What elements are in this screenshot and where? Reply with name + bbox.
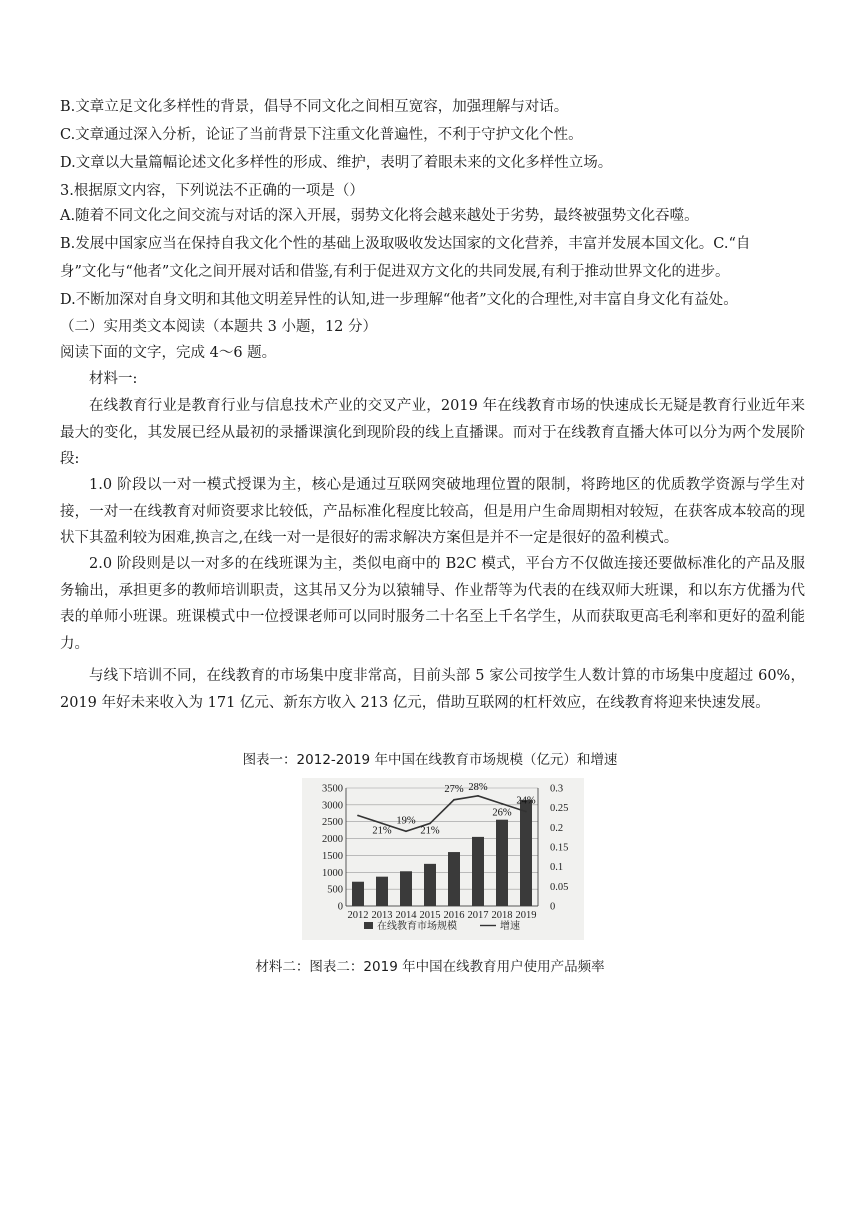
- bar-2017: [472, 837, 484, 906]
- question-3-option-b-line1: B.发展中国家应当在保持自我文化个性的基础上汲取吸收发达国家的文化营养，丰富并发展本国文化。C.“自: [60, 236, 751, 252]
- bar-2014: [400, 871, 412, 906]
- growth-data-label: 27%: [444, 783, 464, 795]
- x-tick-label: 2017: [467, 910, 489, 921]
- x-tick-label: 2016: [443, 910, 465, 921]
- chart2-caption: 材料二：图表二：2019 年中国在线教育用户使用产品频率: [255, 959, 605, 975]
- question-3-stem: 3.根据原文内容，下列说法不正确的一项是（）: [60, 183, 364, 199]
- option-c: C.文章通过深入分析，论证了当前背景下注重文化普遍性，不利于守护文化个性。: [60, 127, 583, 143]
- x-tick-label: 2014: [395, 910, 417, 921]
- growth-point-2013: [381, 823, 383, 825]
- y-right-tick-label: 0: [550, 901, 556, 913]
- y-left-tick-label: 500: [327, 884, 343, 896]
- x-tick-label: 2019: [515, 910, 537, 921]
- y-left-tick-label: 0: [337, 901, 343, 913]
- question-3-option-d: D.不断加深对自身文明和其他文明差异性的认知,进一步理解“他者”文化的合理性,对丰富自身文化有益处。: [60, 292, 738, 308]
- bar-2016: [448, 852, 460, 906]
- section-heading: （二）实用类文本阅读（本题共 3 小题，12 分）: [60, 319, 378, 335]
- growth-data-label: 26%: [492, 807, 512, 819]
- bar-2015: [424, 864, 436, 906]
- chart1-caption: 图表一：2012-2019 年中国在线教育市场规模（亿元）和增速: [242, 752, 618, 768]
- material1-paragraph-1: 在线教育行业是教育行业与信息技术产业的交叉产业，2019 年在线教育市场的快速成长无疑是教育行业近年来最大的变化，其发展已经从最初的录播课演化到现阶段的线上直播课。而对于在线教育直播大体可以分为两个发展阶段:: [60, 398, 805, 467]
- legend-bar-label: 在线教育市场规模: [377, 921, 457, 932]
- growth-point-2016: [453, 799, 455, 801]
- y-left-tick-label: 1000: [322, 867, 343, 879]
- bar-2019: [520, 800, 532, 906]
- material1-paragraph-3: 2.0 阶段则是以一对多的在线班课为主，类似电商中的 B2C 模式，平台方不仅做连接还要做标准化的产品及服务输出，承担更多的教师培训职责，这其吊又分为以猿辅导、作业帮等为代表的在线双师大班课，和以东方优播为代表的单师小班课。班课模式中一位授课老师可以同时服务二十名至上千名学生，从而获取更高毛利率和更好的盈利能力。: [60, 556, 805, 652]
- bar-2012: [352, 882, 364, 906]
- y-right-tick-label: 0.05: [550, 881, 569, 893]
- option-b: B.文章立足文化多样性的背景，倡导不同文化之间相互宽容，加强理解与对话。: [60, 99, 569, 115]
- y-left-tick-label: 2000: [322, 834, 343, 846]
- market-size-chart-svg: [302, 778, 584, 940]
- option-d: D.文章以大量篇幅论述文化多样性的形成、维护，表明了着眼未来的文化多样性立场。: [60, 155, 613, 171]
- material1-label: 材料一:: [89, 371, 138, 387]
- y-left-tick-label: 2500: [322, 817, 343, 829]
- growth-data-label: 21%: [372, 825, 392, 837]
- material1-paragraph-2: 1.0 阶段以一对一模式授课为主，核心是通过互联网突破地理位置的限制，将跨地区的优质教学资源与学生对接，一对一在线教育对师资要求比较低，产品标准化程度比较高，但是用户生命周期相对较短，在获客成本较高的现状下其盈利较为困难,换言之,在线一对一是很好的需求解决方案但是并不一定是很好的盈利模式。: [60, 477, 805, 546]
- legend-bar-swatch: [364, 922, 373, 929]
- growth-point-2018: [501, 803, 503, 805]
- bar-2013: [376, 877, 388, 906]
- y-left-tick-label: 1500: [322, 850, 343, 862]
- growth-point-2019: [525, 811, 527, 813]
- growth-point-2012: [357, 815, 359, 817]
- y-right-tick-label: 0.25: [550, 803, 569, 815]
- growth-data-label: 24%: [516, 795, 536, 807]
- legend-line-label: 增速: [500, 921, 520, 932]
- question-3-option-b-line2: 身”文化与“他者”文化之间开展对话和借鉴,有利于促进双方文化的共同发展,有利于推动世界文化的进步。: [60, 264, 730, 280]
- section-instruction: 阅读下面的文字，完成 4～6 题。: [60, 345, 277, 361]
- bar-2018: [496, 820, 508, 906]
- y-right-tick-label: 0.2: [550, 822, 564, 834]
- growth-point-2014: [405, 830, 407, 832]
- growth-point-2015: [429, 823, 431, 825]
- x-tick-label: 2018: [491, 910, 513, 921]
- y-right-tick-label: 0.15: [550, 842, 569, 854]
- question-3-option-a: A.随着不同文化之间交流与对话的深入开展，弱势文化将会越来越处于劣势，最终被强势文化吞噬。: [60, 208, 699, 224]
- growth-point-2017: [477, 795, 479, 797]
- y-left-tick-label: 3500: [322, 783, 343, 795]
- material1-paragraph-4: 与线下培训不同，在线教育的市场集中度非常高，目前头部 5 家公司按学生人数计算的市场集中度超过 60%，2019 年好未来收入为 171 亿元、新东方收入 213 亿元，借助互联网的杠杆效应，在线教育将迎来快速发展。: [60, 668, 805, 711]
- y-right-tick-label: 0.3: [550, 783, 564, 795]
- x-tick-label: 2012: [347, 910, 369, 921]
- market-size-chart: [302, 778, 584, 940]
- x-tick-label: 2015: [419, 910, 441, 921]
- x-tick-label: 2013: [371, 910, 393, 921]
- y-left-tick-label: 3000: [322, 800, 343, 812]
- growth-data-label: 21%: [420, 825, 440, 837]
- growth-data-label: 28%: [468, 781, 488, 793]
- y-right-tick-label: 0.1: [550, 862, 564, 874]
- growth-data-label: 19%: [396, 815, 416, 827]
